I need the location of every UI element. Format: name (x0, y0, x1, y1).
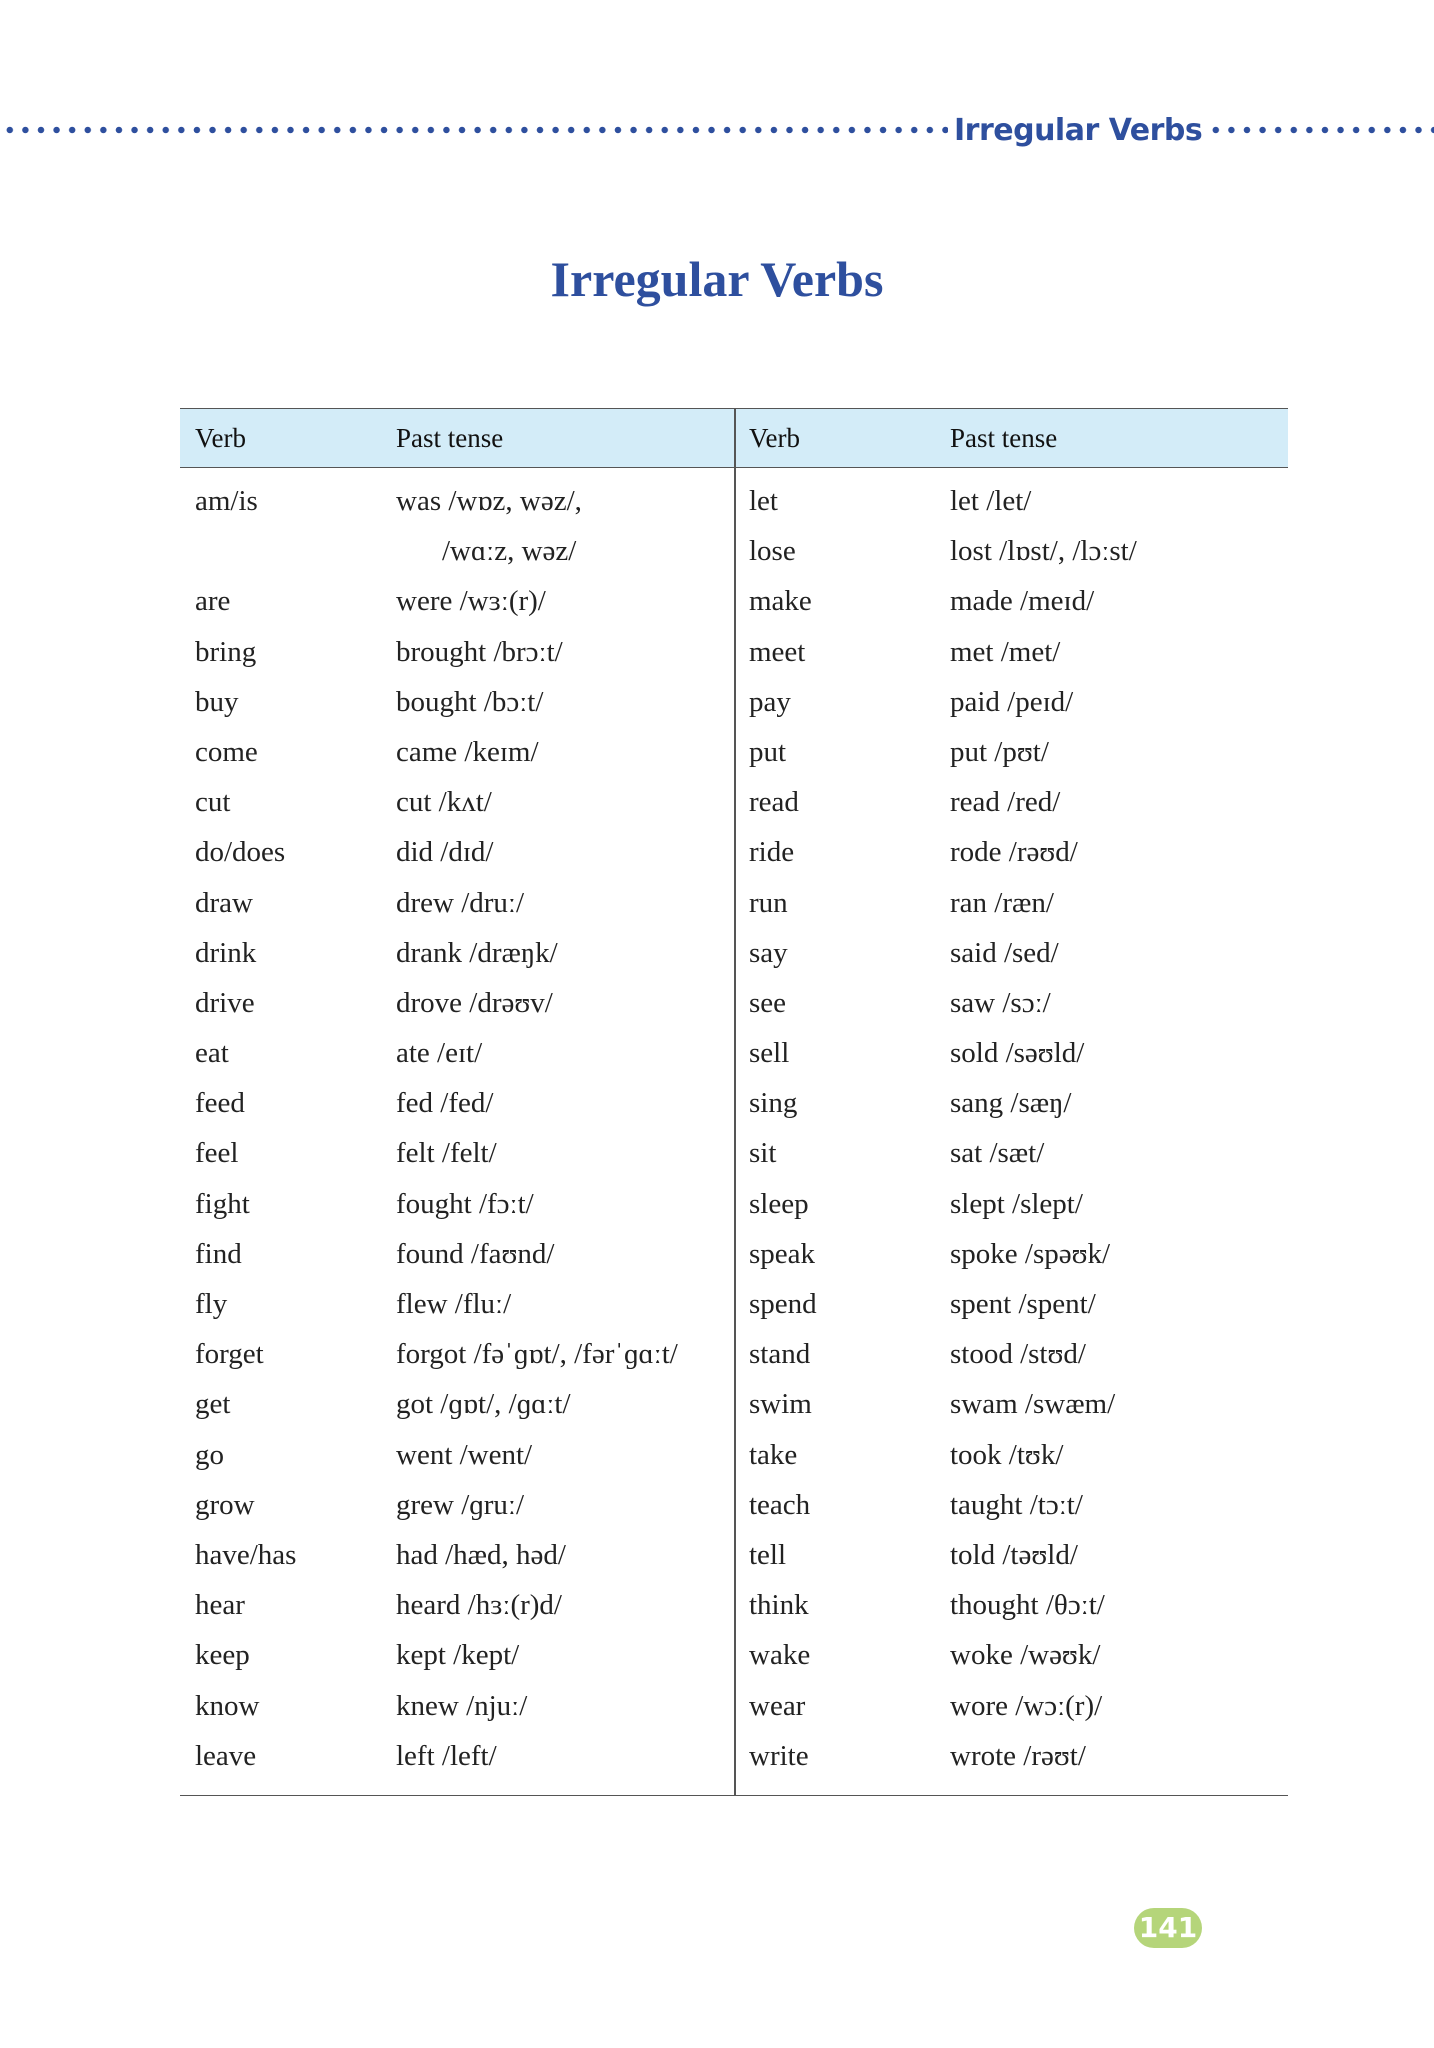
table-row (734, 832, 1288, 882)
past-tense-cell: got /ɡɒt/, /ɡɑːt/ (396, 1388, 571, 1421)
verb-cell: spend (749, 1288, 817, 1320)
table-row (734, 1284, 1288, 1334)
verb-cell: stand (749, 1338, 811, 1371)
verb-cell: teach (749, 1488, 811, 1521)
table-row (734, 983, 1288, 1033)
verb-cell: forget (195, 1338, 264, 1371)
table-bottom-rule (180, 1795, 1288, 1797)
page-title: Irregular Verbs (550, 251, 884, 307)
table-row (180, 1535, 734, 1585)
past-tense-cell: were /wɜː(r)/ (396, 585, 546, 618)
verb-cell: fight (195, 1187, 250, 1220)
table-row (734, 883, 1288, 933)
verb-cell: wear (749, 1689, 806, 1722)
verb-cell: drive (195, 986, 255, 1019)
past-tense-cell: ate /eɪt/ (396, 1037, 483, 1070)
table-row (734, 481, 1288, 531)
verb-cell: bring (195, 635, 257, 668)
verb-cell: fly (195, 1288, 228, 1320)
header-verb-right: Verb (749, 423, 800, 453)
header-verb-left: Verb (195, 423, 246, 453)
verb-cell: read (749, 786, 799, 819)
verb-cell: see (749, 986, 787, 1019)
table-row (180, 1284, 734, 1334)
verb-cell: feed (195, 1087, 245, 1120)
verb-cell: swim (749, 1388, 812, 1421)
verb-cell: go (195, 1438, 224, 1471)
verb-cell: meet (749, 635, 806, 668)
verb-cell: make (749, 585, 812, 618)
past-tense-cell: sold /səʊld/ (950, 1037, 1085, 1070)
past-tense-cell: said /sed/ (950, 936, 1059, 969)
past-tense-cell: took /tʊk/ (950, 1438, 1064, 1471)
past-tense-cell: stood /stʊd/ (950, 1338, 1086, 1371)
past-tense-cell: kept /kept/ (396, 1639, 520, 1672)
table-row (180, 782, 734, 832)
header-dots-left (2, 126, 948, 134)
verb-cell: have/has (195, 1538, 297, 1571)
past-tense-cell: rode /rəʊd/ (950, 836, 1078, 869)
verb-cell: lose (749, 535, 796, 568)
verb-cell: speak (749, 1237, 816, 1270)
past-tense-cell: told /təʊld/ (950, 1538, 1078, 1571)
past-tense-cell: knew /njuː/ (396, 1689, 528, 1722)
verb-cell: feel (195, 1137, 239, 1170)
table-row (180, 581, 734, 631)
table-row (734, 632, 1288, 682)
table-row (734, 1686, 1288, 1736)
verb-cell: write (749, 1739, 809, 1772)
verb-cell: take (749, 1438, 798, 1471)
right-column (734, 481, 1288, 1786)
past-tense-cell: fed /fed/ (396, 1087, 494, 1120)
table-row (734, 732, 1288, 782)
verb-cell: put (749, 735, 787, 768)
verb-cell: sing (749, 1087, 798, 1120)
table-row (734, 1083, 1288, 1133)
table-row (180, 832, 734, 882)
table-row (180, 1736, 734, 1786)
header-past-right: Past tense (950, 423, 1058, 453)
verb-cell: pay (749, 685, 791, 718)
past-tense-cell: met /met/ (950, 635, 1061, 668)
verb-cell: are (195, 585, 231, 618)
table-row (734, 1133, 1288, 1183)
past-tense-cell: put /pʊt/ (950, 735, 1049, 768)
table-row (734, 1535, 1288, 1585)
past-tense-cell: cut /kʌt/ (396, 786, 492, 819)
past-tense-cell: found /faʊnd/ (396, 1237, 555, 1270)
table-row (734, 581, 1288, 631)
running-header (0, 110, 1434, 150)
running-header-title: Irregular Verbs (954, 112, 1203, 148)
verb-cell: think (749, 1589, 809, 1622)
verb-cell: come (195, 735, 258, 768)
past-tense-cell: wore /wɔː(r)/ (950, 1689, 1103, 1722)
verb-cell: sit (749, 1137, 777, 1170)
past-tense-cell: saw /sɔː/ (950, 986, 1051, 1019)
past-tense-cell: sat /sæt/ (950, 1137, 1045, 1170)
verb-cell: keep (195, 1639, 250, 1672)
past-tense-cell: sang /sæŋ/ (950, 1087, 1072, 1120)
table-row (180, 1585, 734, 1635)
header-dots-right (1208, 126, 1434, 134)
verb-cell: sleep (749, 1187, 809, 1220)
table-row (180, 1133, 734, 1183)
table-row (180, 632, 734, 682)
verb-cell: tell (749, 1538, 787, 1571)
table-row (734, 682, 1288, 732)
table-row (734, 1384, 1288, 1434)
past-tense-cell: paid /peɪd/ (950, 685, 1074, 718)
table-row (180, 1384, 734, 1434)
verb-cell: do/does (195, 836, 286, 869)
past-tense-cell: woke /wəʊk/ (950, 1639, 1101, 1672)
irregular-verbs-table (180, 408, 1288, 1796)
table-row (734, 933, 1288, 983)
verb-cell: say (749, 936, 788, 969)
past-tense-cell: spoke /spəʊk/ (950, 1237, 1111, 1270)
past-tense-cell: thought /θɔːt/ (950, 1589, 1105, 1622)
table-row (734, 1585, 1288, 1635)
past-tense-cell: brought /brɔːt/ (396, 635, 563, 668)
past-tense-cell: read /red/ (950, 786, 1061, 819)
table-row (734, 782, 1288, 832)
past-tense-cell: came /keɪm/ (396, 735, 539, 768)
past-tense-cell: flew /fluː/ (396, 1288, 512, 1320)
table-row (180, 1435, 734, 1485)
past-tense-cell: heard /hɜː(r)d/ (396, 1589, 562, 1622)
verb-cell: sell (749, 1037, 790, 1070)
table-row (180, 1686, 734, 1736)
table-row (734, 1435, 1288, 1485)
table-row (180, 682, 734, 732)
table-row (180, 1334, 734, 1384)
past-tense-cell: slept /slept/ (950, 1187, 1083, 1220)
table-row (180, 1184, 734, 1234)
table-row (180, 1083, 734, 1133)
verb-cell: am/is (195, 485, 258, 517)
past-tense-cell: was /wɒz, wəz/, (396, 485, 582, 517)
past-tense-cell: felt /felt/ (396, 1137, 497, 1170)
verb-cell: hear (195, 1589, 245, 1622)
past-tense-cell: made /meɪd/ (950, 585, 1095, 618)
table-row (180, 883, 734, 933)
past-tense-cell: lost /lɒst/, /lɔːst/ (950, 535, 1137, 568)
verb-cell: drink (195, 936, 257, 969)
table-row (734, 1334, 1288, 1384)
past-tense-cell: forgot /fəˈɡɒt/, /fərˈɡɑːt/ (396, 1338, 678, 1371)
verb-cell: ride (749, 836, 795, 869)
table-row (180, 983, 734, 1033)
verb-cell: grow (195, 1488, 255, 1521)
table-row (734, 1485, 1288, 1535)
verb-cell: get (195, 1388, 231, 1421)
verb-cell: buy (195, 685, 239, 718)
left-column (180, 481, 734, 1786)
page-number-badge: 141 (1134, 1908, 1202, 1948)
table-row (180, 1234, 734, 1284)
past-tense-cell: /wɑːz, wəz/ (442, 535, 577, 568)
verb-cell: wake (749, 1639, 811, 1672)
past-tense-cell: ran /ræn/ (950, 886, 1054, 919)
verb-cell: draw (195, 886, 253, 919)
past-tense-cell: left /left/ (396, 1739, 497, 1772)
verb-cell: find (195, 1237, 242, 1270)
table-row (734, 1033, 1288, 1083)
table-row (734, 1184, 1288, 1234)
table-row (734, 531, 1288, 581)
header-past-left: Past tense (396, 423, 504, 453)
past-tense-cell: grew /ɡruː/ (396, 1488, 525, 1521)
table-row (180, 531, 734, 581)
table-row (180, 732, 734, 782)
past-tense-cell: had /hæd, həd/ (396, 1538, 566, 1571)
past-tense-cell: spent /spent/ (950, 1288, 1096, 1320)
verb-cell: cut (195, 786, 231, 819)
past-tense-cell: drove /drəʊv/ (396, 986, 553, 1019)
table-row (734, 1635, 1288, 1685)
verb-cell: let (749, 485, 778, 517)
past-tense-cell: went /went/ (396, 1438, 533, 1471)
past-tense-cell: let /let/ (950, 485, 1032, 517)
table-row (180, 1485, 734, 1535)
table-row (180, 933, 734, 983)
table-row (734, 1234, 1288, 1284)
table-row (180, 1635, 734, 1685)
past-tense-cell: drew /druː/ (396, 886, 525, 919)
verb-cell: run (749, 886, 788, 919)
table-row (180, 1033, 734, 1083)
past-tense-cell: taught /tɔːt/ (950, 1488, 1083, 1521)
verb-cell: know (195, 1689, 260, 1722)
past-tense-cell: bought /bɔːt/ (396, 685, 544, 718)
past-tense-cell: fought /fɔːt/ (396, 1187, 534, 1220)
table-row (734, 1736, 1288, 1786)
table-row (180, 481, 734, 531)
past-tense-cell: swam /swæm/ (950, 1388, 1116, 1421)
past-tense-cell: did /dɪd/ (396, 836, 494, 869)
verb-cell: eat (195, 1037, 229, 1070)
verb-cell: leave (195, 1739, 257, 1772)
past-tense-cell: wrote /rəʊt/ (950, 1739, 1086, 1772)
past-tense-cell: drank /dræŋk/ (396, 936, 558, 969)
